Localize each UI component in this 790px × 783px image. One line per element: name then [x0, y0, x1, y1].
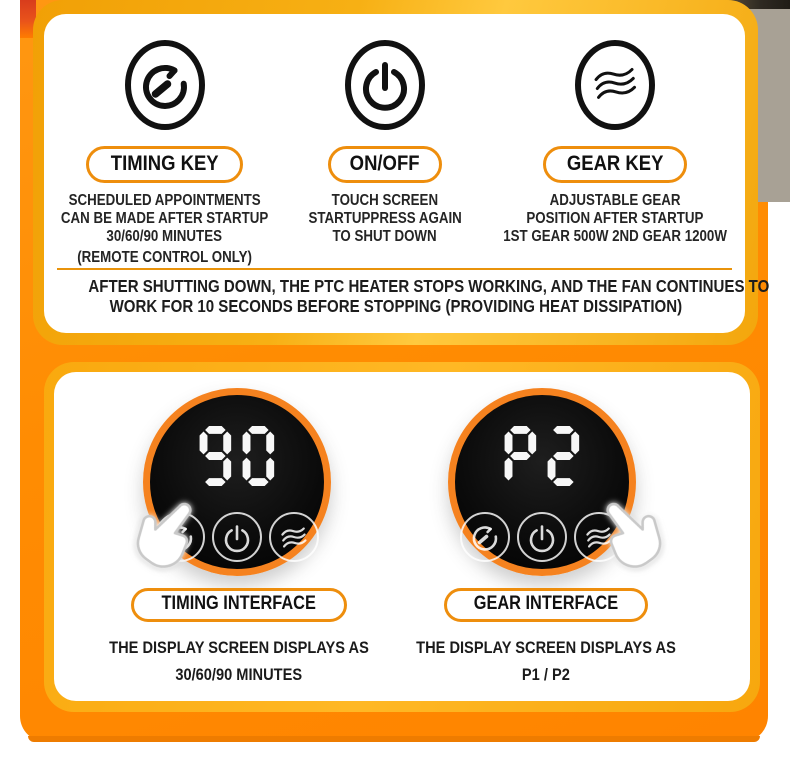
desc-line: 1ST GEAR 500W 2ND GEAR 1200W [503, 228, 727, 245]
shutdown-note [33, 276, 770, 316]
timing-interface-block [72, 588, 406, 688]
key-columns [44, 14, 745, 267]
interfaces-card [44, 362, 760, 712]
timer-icon [123, 38, 207, 132]
desc-line: CAN BE MADE AFTER STARTUP [60, 210, 269, 227]
divider-line [57, 268, 732, 270]
remote-note: (REMOTE CONTROL ONLY) [77, 249, 252, 266]
power-icon [343, 38, 427, 132]
gear-key-description [485, 192, 745, 246]
desc-line: THE DISPLAY SCREEN DISPLAYS AS [109, 638, 369, 657]
gear-interface-pill [444, 588, 648, 622]
desc-line: ADJUSTABLE GEAR [549, 192, 681, 209]
desc-line: 30/60/90 MINUTES [106, 228, 223, 245]
column-timing-key [44, 14, 285, 267]
on-off-label: ON/OFF [350, 151, 420, 175]
on-off-description [285, 192, 485, 246]
column-on-off [285, 14, 485, 267]
gear-interface-description [384, 634, 708, 688]
gear-key-pill [543, 146, 687, 183]
gear-key-label: GEAR KEY [566, 151, 664, 175]
desc-line: 30/60/90 MINUTES [175, 665, 303, 684]
desc-line: POSITION AFTER STARTUP [526, 210, 704, 227]
timing-key-label: TIMING KEY [110, 151, 219, 175]
display-value-90 [150, 426, 324, 486]
desc-line: TO SHUT DOWN [332, 228, 438, 245]
shutdown-note-line: AFTER SHUTTING DOWN, THE PTC HEATER STOPS WORKING, AND THE FAN CONTINUES TO [88, 276, 770, 296]
timing-key-pill [86, 146, 243, 183]
desc-line: STARTUPPRESS AGAIN [308, 210, 462, 227]
on-off-pill [328, 146, 441, 183]
timer-button-icon [460, 512, 510, 562]
desc-line: THE DISPLAY SCREEN DISPLAYS AS [416, 638, 676, 657]
timing-interface-label: TIMING INTERFACE [161, 593, 317, 614]
timing-interface-description [72, 634, 406, 688]
waves-button-icon [269, 512, 319, 562]
desc-line: P1 / P2 [522, 665, 570, 684]
display-value-p2 [455, 426, 629, 486]
keys-card [33, 0, 770, 345]
gear-interface-label: GEAR INTERFACE [473, 593, 619, 614]
power-button-icon [517, 512, 567, 562]
waves-icon [573, 38, 657, 132]
gear-interface-block [384, 588, 708, 688]
desc-line: TOUCH SCREEN [331, 192, 439, 209]
column-gear-key [485, 14, 745, 267]
desc-line: SCHEDULED APPOINTMENTS [68, 192, 261, 209]
timing-key-description [44, 192, 285, 267]
timing-interface-pill [131, 588, 346, 622]
shutdown-note-line: WORK FOR 10 SECONDS BEFORE STOPPING (PROVIDING HEAT DISSIPATION) [109, 295, 682, 316]
power-button-icon [212, 512, 262, 562]
